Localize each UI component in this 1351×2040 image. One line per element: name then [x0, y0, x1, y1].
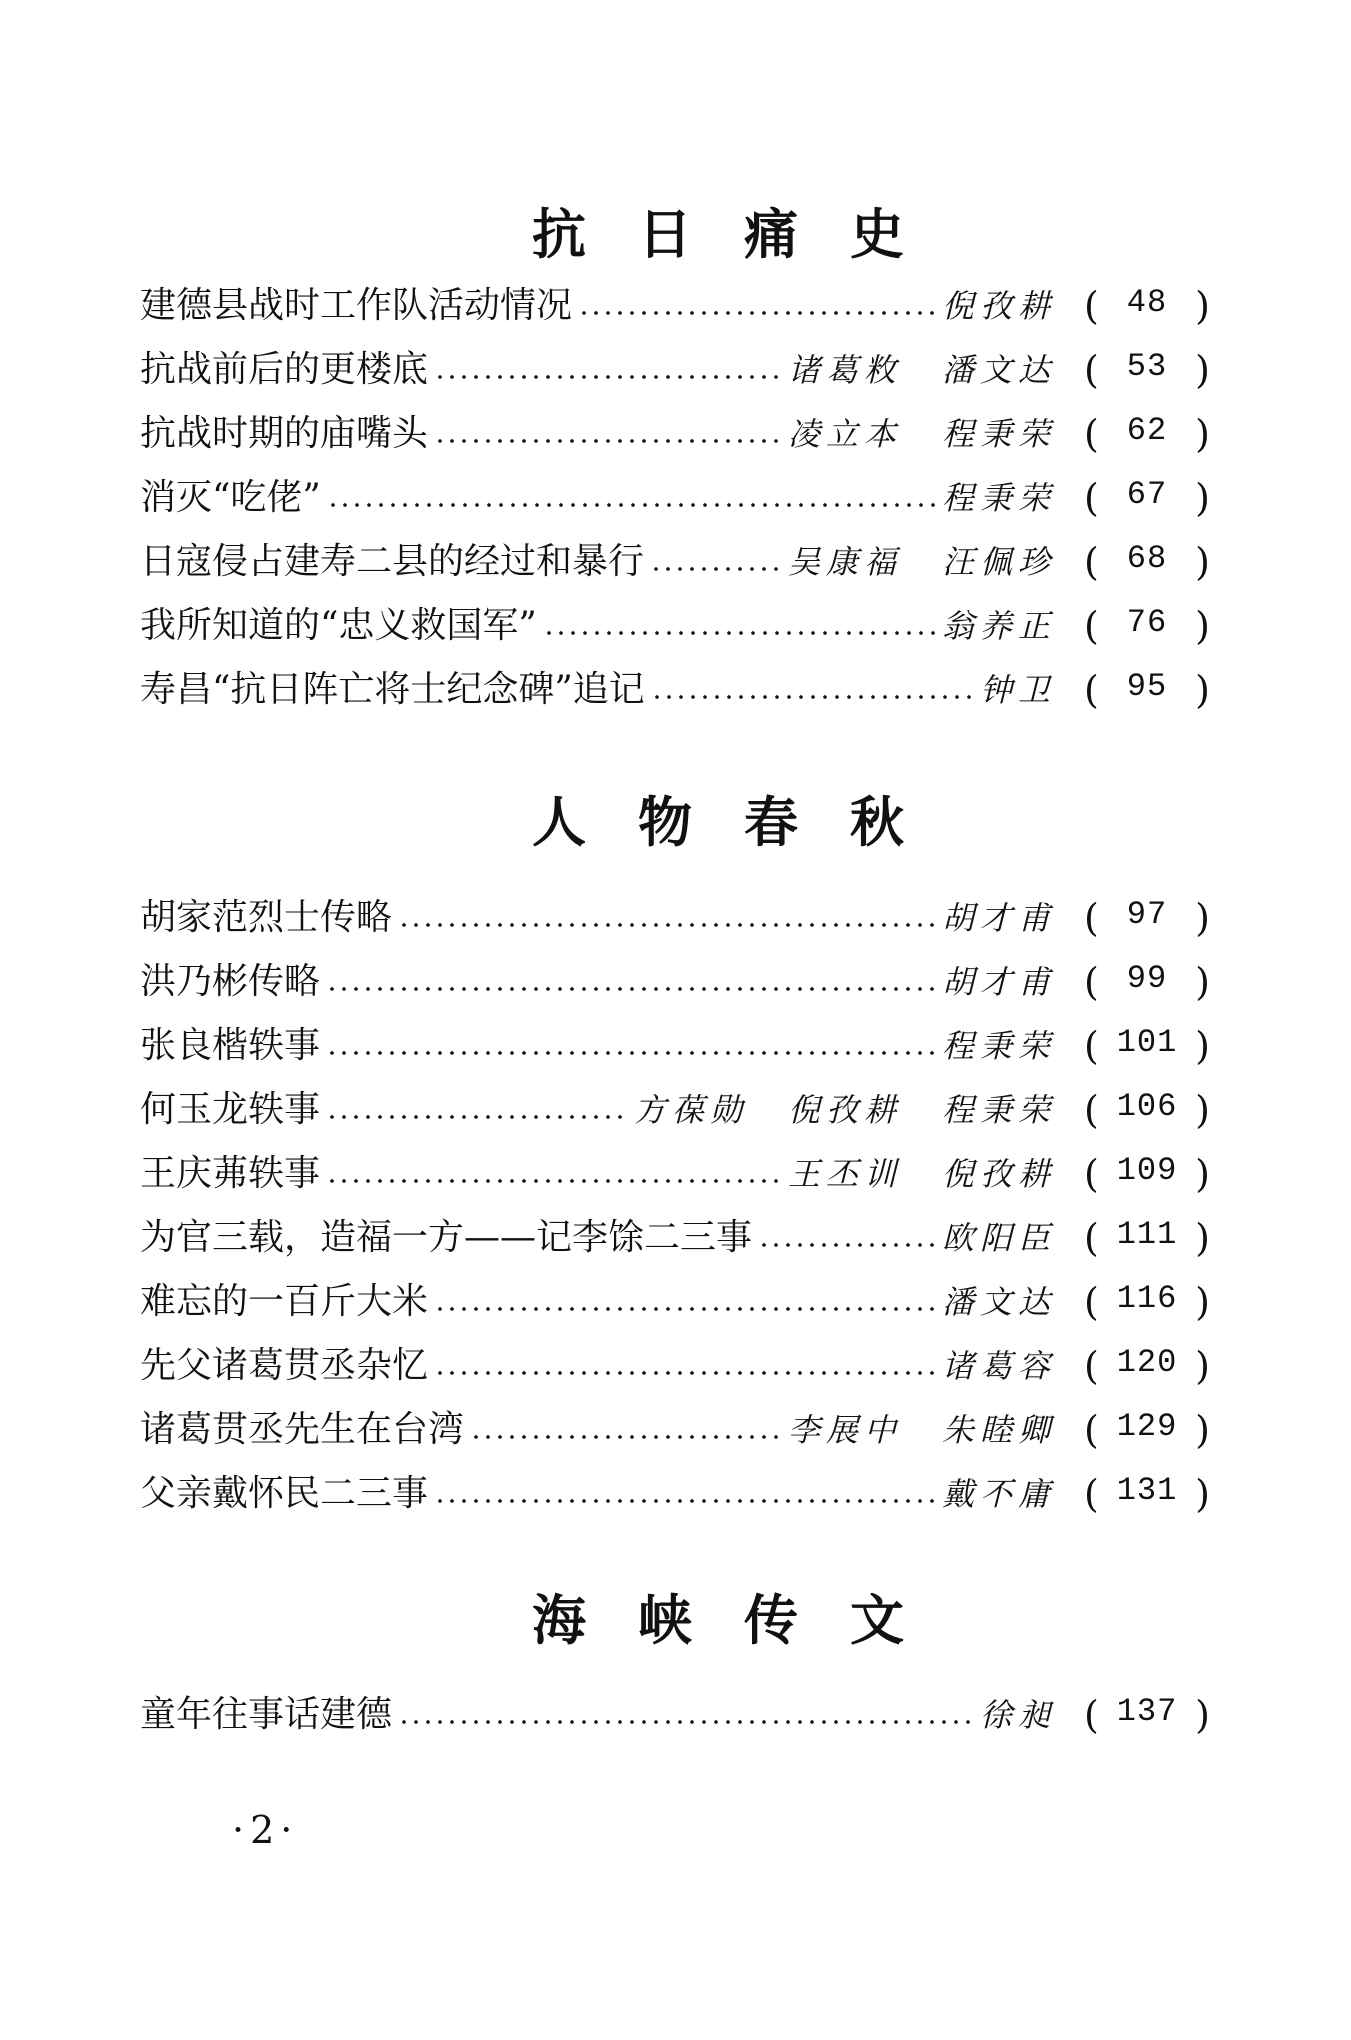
entry-page-number: 97	[1126, 896, 1168, 933]
entry-title: 消灭“吃佬”	[140, 477, 321, 518]
entry-page-number: 99	[1126, 960, 1168, 997]
toc-entry	[140, 530, 1210, 594]
entry-title: 童年往事话建德	[140, 1694, 393, 1735]
entry-page-number: 120	[1116, 1344, 1178, 1381]
page-reference	[1084, 1472, 1210, 1516]
toc-entry	[140, 1142, 1210, 1206]
close-paren: )	[1195, 1472, 1210, 1516]
entry-authors	[787, 1411, 1056, 1449]
entry-authors	[941, 287, 1056, 325]
page-number: ·2·	[232, 1808, 299, 1852]
dot-leader	[543, 628, 936, 638]
close-paren: )	[1195, 284, 1210, 328]
page-reference	[1084, 1216, 1210, 1260]
entry-title: 为官三载，造福一方——记李馀二三事	[140, 1217, 753, 1258]
dot-leader	[398, 920, 936, 930]
entry-page-number: 131	[1116, 1472, 1178, 1509]
entry-page-number: 53	[1126, 348, 1168, 385]
close-paren: )	[1195, 604, 1210, 648]
entry-title: 抗战时期的庙嘴头	[140, 413, 429, 454]
entry-authors	[941, 607, 1056, 645]
toc-entry	[140, 950, 1210, 1014]
toc-entry	[140, 1462, 1210, 1526]
author-name: 胡才甫	[941, 899, 1056, 937]
page-reference	[1084, 1088, 1210, 1132]
dot-leader	[578, 308, 936, 318]
author-name: 欧阳臣	[941, 1219, 1056, 1257]
author-name: 方葆勋	[633, 1091, 748, 1129]
entry-authors	[787, 415, 1056, 453]
author-name: 倪孜耕	[941, 287, 1056, 325]
page-reference	[1084, 1693, 1210, 1737]
open-paren: (	[1084, 896, 1099, 940]
close-paren: )	[1195, 1024, 1210, 1068]
close-paren: )	[1195, 348, 1210, 392]
entry-page-number: 101	[1116, 1024, 1178, 1061]
open-paren: (	[1084, 348, 1099, 392]
entry-authors	[941, 1347, 1056, 1385]
entry-page-number: 109	[1116, 1152, 1178, 1189]
close-paren: )	[1195, 540, 1210, 584]
toc-entry	[140, 1398, 1210, 1462]
dot-leader	[326, 1112, 628, 1122]
page-reference	[1084, 668, 1210, 712]
author-name: 戴不庸	[941, 1475, 1056, 1513]
entry-page-number: 129	[1116, 1408, 1178, 1445]
page-reference	[1084, 1344, 1210, 1388]
open-paren: (	[1084, 668, 1099, 712]
open-paren: (	[1084, 1024, 1099, 1068]
entry-authors	[979, 1696, 1056, 1734]
author-name: 倪孜耕	[941, 1155, 1056, 1193]
author-name: 诸葛容	[941, 1347, 1056, 1385]
entry-page-number: 62	[1126, 412, 1168, 449]
open-paren: (	[1084, 284, 1099, 328]
page-reference	[1084, 284, 1210, 328]
entry-title: 先父诸葛贯丞杂忆	[140, 1345, 429, 1386]
toc-entry	[140, 1078, 1210, 1142]
page-reference	[1084, 476, 1210, 520]
entry-title: 何玉龙轶事	[140, 1089, 321, 1130]
close-paren: )	[1195, 1216, 1210, 1260]
dot-leader	[651, 692, 974, 702]
author-name: 潘文达	[941, 351, 1056, 389]
close-paren: )	[1195, 1088, 1210, 1132]
page-reference	[1084, 412, 1210, 456]
section-title: 海峡传文	[532, 1589, 956, 1652]
close-paren: )	[1195, 668, 1210, 712]
toc-entry	[140, 594, 1210, 658]
toc-entry	[140, 402, 1210, 466]
author-name: 胡才甫	[941, 963, 1056, 1001]
dot-leader	[326, 1176, 782, 1186]
dot-leader	[434, 1368, 936, 1378]
page-reference	[1084, 960, 1210, 1004]
toc-entry	[140, 274, 1210, 338]
author-name: 翁养正	[941, 607, 1056, 645]
author-name: 钟卫	[979, 671, 1056, 709]
author-name: 朱睦卿	[941, 1411, 1056, 1449]
entry-authors	[787, 351, 1056, 389]
author-name: 程秉荣	[941, 1091, 1056, 1129]
close-paren: )	[1195, 896, 1210, 940]
dot-leader	[758, 1240, 936, 1250]
author-name: 潘文达	[941, 1283, 1056, 1321]
page-reference	[1084, 604, 1210, 648]
author-name: 诸葛敉	[787, 351, 902, 389]
toc-entry	[140, 1683, 1210, 1747]
entry-page-number: 95	[1126, 668, 1168, 705]
entry-title: 洪乃彬传略	[140, 961, 321, 1002]
entry-authors	[941, 1283, 1056, 1321]
entry-page-number: 67	[1126, 476, 1168, 513]
entry-authors	[633, 1091, 1056, 1129]
open-paren: (	[1084, 1693, 1099, 1737]
open-paren: (	[1084, 540, 1099, 584]
open-paren: (	[1084, 960, 1099, 1004]
entry-title: 父亲戴怀民二三事	[140, 1473, 429, 1514]
author-name: 程秉荣	[941, 415, 1056, 453]
page-reference	[1084, 1024, 1210, 1068]
entry-authors	[787, 543, 1056, 581]
page-reference	[1084, 348, 1210, 392]
open-paren: (	[1084, 1088, 1099, 1132]
open-paren: (	[1084, 476, 1099, 520]
dot-leader	[434, 1304, 936, 1314]
entry-page-number: 116	[1116, 1280, 1178, 1317]
entry-title: 诸葛贯丞先生在台湾	[140, 1409, 465, 1450]
open-paren: (	[1084, 1408, 1099, 1452]
author-name: 凌立本	[787, 415, 902, 453]
toc-entry	[140, 466, 1210, 530]
open-paren: (	[1084, 1216, 1099, 1260]
entry-title: 难忘的一百斤大米	[140, 1281, 429, 1322]
entry-title: 张良楷轶事	[140, 1025, 321, 1066]
toc-section-list	[140, 1683, 1210, 1747]
section-title: 人物春秋	[532, 791, 956, 854]
entry-authors	[941, 899, 1056, 937]
dot-leader	[327, 500, 936, 510]
entry-title: 胡家范烈士传略	[140, 897, 393, 938]
entry-title: 我所知道的“忠义救国军”	[140, 605, 537, 646]
open-paren: (	[1084, 1344, 1099, 1388]
dot-leader	[434, 436, 782, 446]
entry-authors	[787, 1155, 1056, 1193]
page-reference	[1084, 540, 1210, 584]
entry-title: 抗战前后的更楼底	[140, 349, 429, 390]
dot-leader	[326, 984, 936, 994]
dot-leader	[398, 1717, 974, 1727]
close-paren: )	[1195, 1408, 1210, 1452]
close-paren: )	[1195, 412, 1210, 456]
page-reference	[1084, 1408, 1210, 1452]
close-paren: )	[1195, 1344, 1210, 1388]
page-reference	[1084, 1280, 1210, 1324]
open-paren: (	[1084, 1472, 1099, 1516]
author-name: 倪孜耕	[787, 1091, 902, 1129]
page-reference	[1084, 1152, 1210, 1196]
toc-entry	[140, 1334, 1210, 1398]
dot-leader	[434, 1496, 936, 1506]
entry-authors	[941, 1475, 1056, 1513]
dot-leader	[650, 564, 782, 574]
author-name: 李展中	[787, 1411, 902, 1449]
open-paren: (	[1084, 1280, 1099, 1324]
entry-title: 寿昌“抗日阵亡将士纪念碑”追记	[140, 669, 645, 710]
toc-section-list	[140, 274, 1210, 722]
toc-entry	[140, 1206, 1210, 1270]
close-paren: )	[1195, 476, 1210, 520]
toc-entry	[140, 1014, 1210, 1078]
entry-authors	[941, 479, 1056, 517]
entry-page-number: 137	[1116, 1693, 1178, 1730]
entry-page-number: 106	[1116, 1088, 1178, 1125]
author-name: 王丕训	[787, 1155, 902, 1193]
author-name: 徐昶	[979, 1696, 1056, 1734]
open-paren: (	[1084, 604, 1099, 648]
close-paren: )	[1195, 1693, 1210, 1737]
entry-page-number: 68	[1126, 540, 1168, 577]
dot-leader	[434, 372, 782, 382]
entry-authors	[941, 1027, 1056, 1065]
toc-section-list	[140, 886, 1210, 1526]
toc-entry	[140, 1270, 1210, 1334]
author-name: 程秉荣	[941, 479, 1056, 517]
author-name: 程秉荣	[941, 1027, 1056, 1065]
open-paren: (	[1084, 1152, 1099, 1196]
dot-leader	[470, 1432, 782, 1442]
close-paren: )	[1195, 1280, 1210, 1324]
author-name: 汪佩珍	[941, 543, 1056, 581]
entry-authors	[941, 1219, 1056, 1257]
entry-title: 王庆茀轶事	[140, 1153, 321, 1194]
section-title: 抗日痛史	[532, 203, 956, 266]
close-paren: )	[1195, 960, 1210, 1004]
entry-page-number: 48	[1126, 284, 1168, 321]
toc-entry	[140, 886, 1210, 950]
open-paren: (	[1084, 412, 1099, 456]
entry-page-number: 76	[1126, 604, 1168, 641]
entry-page-number: 111	[1116, 1216, 1178, 1253]
toc-entry	[140, 338, 1210, 402]
author-name: 吴康福	[787, 543, 902, 581]
entry-title: 日寇侵占建寿二县的经过和暴行	[140, 541, 645, 582]
close-paren: )	[1195, 1152, 1210, 1196]
entry-authors	[941, 963, 1056, 1001]
entry-title: 建德县战时工作队活动情况	[140, 285, 573, 326]
entry-authors	[979, 671, 1056, 709]
toc-entry	[140, 658, 1210, 722]
page-reference	[1084, 896, 1210, 940]
dot-leader	[326, 1048, 936, 1058]
